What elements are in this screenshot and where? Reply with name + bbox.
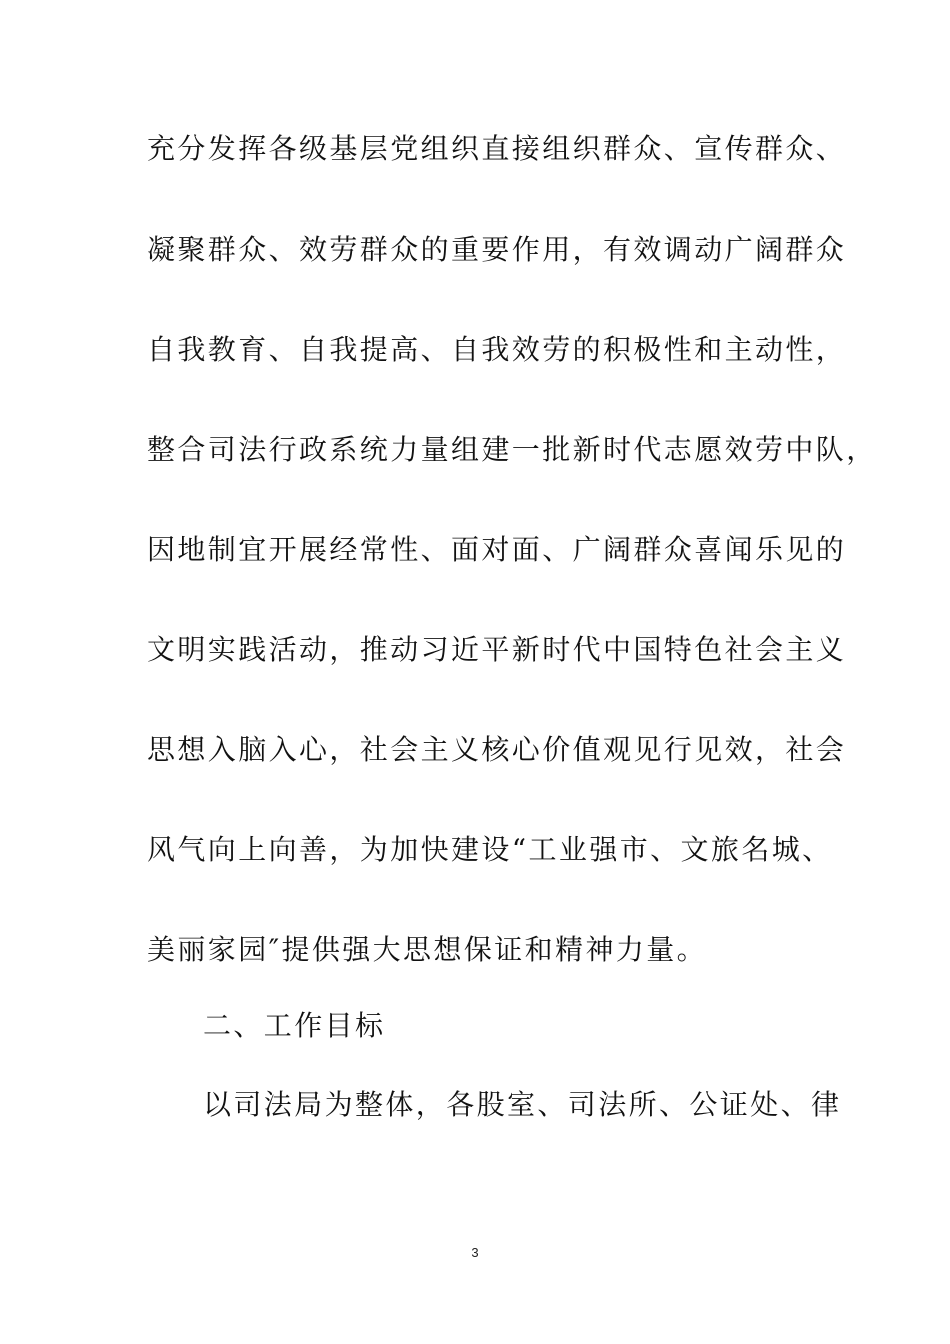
body-text-line: 凝聚群众、效劳群众的重要作用，有效调动广阔群众	[147, 233, 847, 266]
body-text-line: 风气向上向善，为加快建设“工业强市、文旅名城、	[147, 833, 833, 866]
body-text-line: 因地制宜开展经常性、面对面、广阔群众喜闻乐见的	[147, 533, 847, 566]
body-text-line: 整合司法行政系统力量组建一批新时代志愿效劳中队，	[147, 433, 877, 466]
body-text-line: 自我教育、自我提高、自我效劳的积极性和主动性，	[147, 333, 847, 366]
section-heading: 二、工作目标	[203, 1009, 386, 1042]
body-text-line: 文明实践活动，推动习近平新时代中国特色社会主义	[147, 633, 847, 666]
body-text-line: 思想入脑入心，社会主义核心价值观见行见效，社会	[147, 733, 847, 766]
body-text-line: 美丽家园″提供强大思想保证和精神力量。	[147, 933, 708, 966]
body-text-line: 充分发挥各级基层党组织直接组织群众、宣传群众、	[147, 132, 847, 165]
paragraph-start-line: 以司法局为整体，各股室、司法所、公证处、律	[203, 1088, 842, 1121]
page-number: 3	[471, 1245, 479, 1260]
